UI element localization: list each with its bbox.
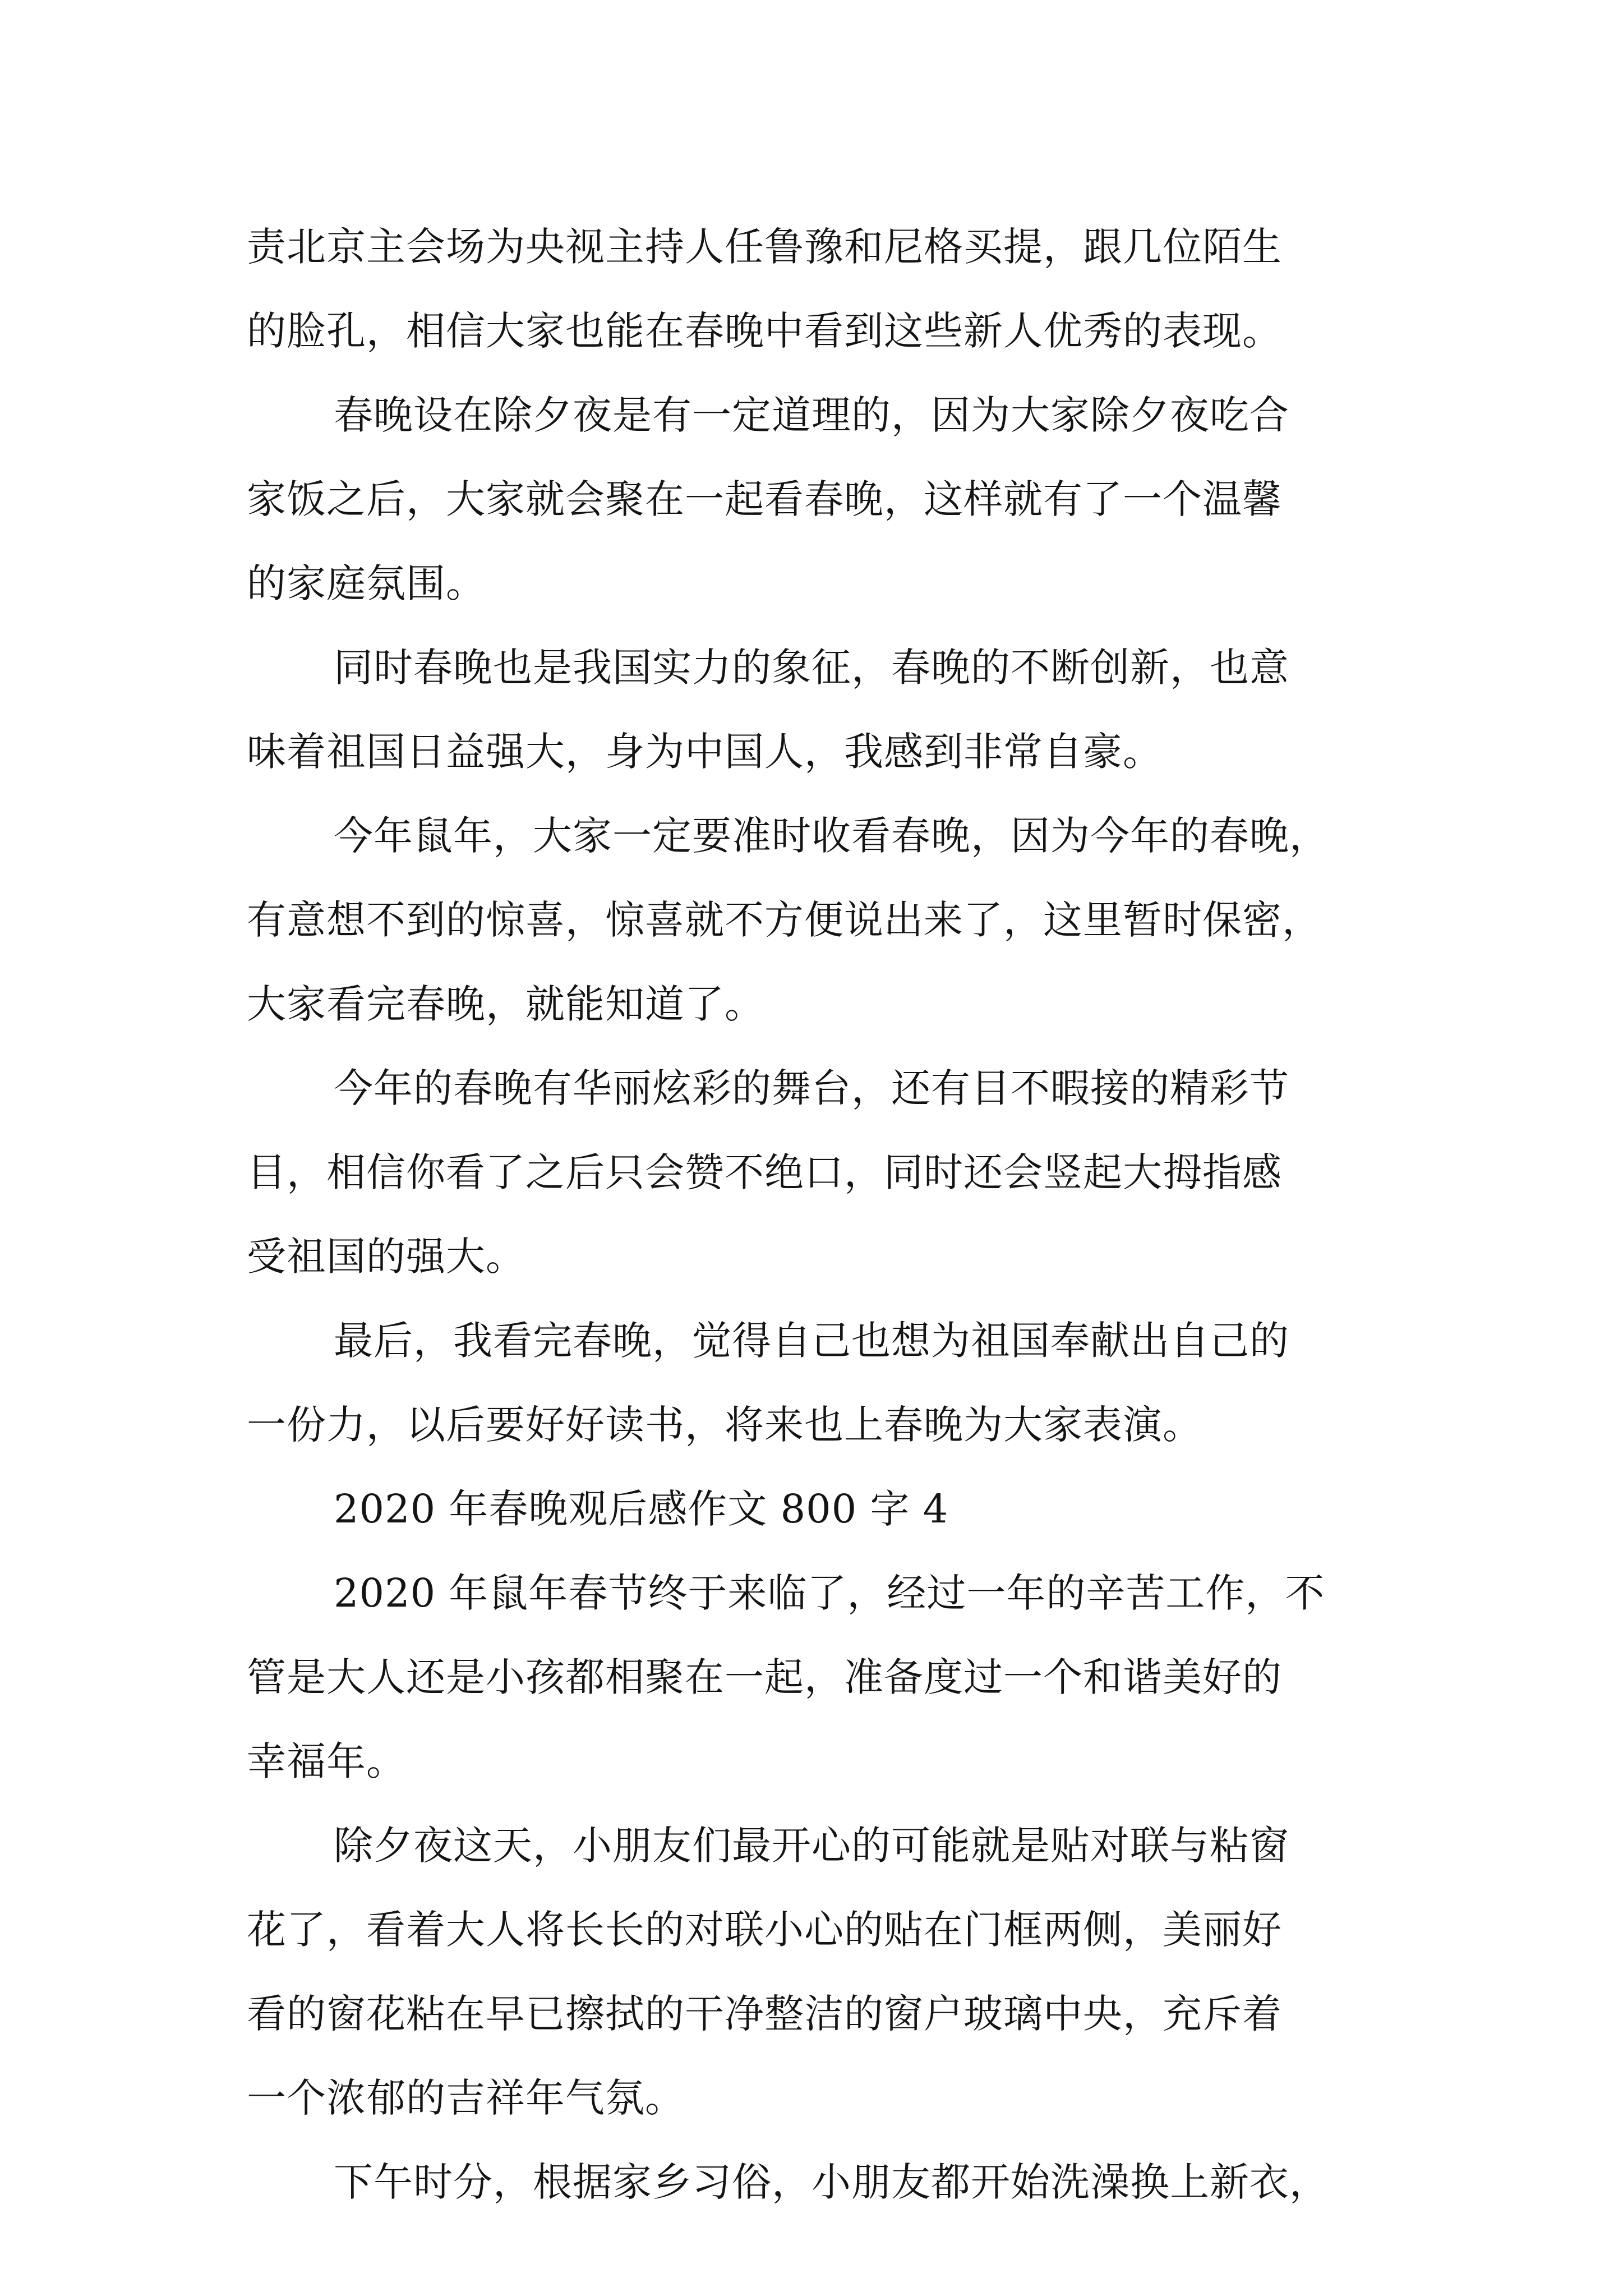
text-line: 的家庭氛围。	[247, 560, 486, 606]
text-line: 味着祖国日益强大，身为中国人，我感到非常自豪。	[247, 729, 1163, 775]
text-line: 受祖国的强大。	[247, 1234, 525, 1280]
text-line: 目，相信你看了之后只会赞不绝口，同时还会竖起大拇指感	[247, 1149, 1282, 1195]
paragraph-first-line: 同时春晚也是我国实力的象征，春晚的不断创新，也意	[334, 645, 1289, 691]
text-line: 的脸孔，相信大家也能在春晚中看到这些新人优秀的表现。	[247, 308, 1282, 354]
paragraph-first-line: 除夕夜这天，小朋友们最开心的可能就是贴对联与粘窗	[334, 1823, 1289, 1869]
paragraph-first-line: 2020 年鼠年春节终于来临了，经过一年的辛苦工作，不	[334, 1570, 1325, 1616]
paragraph-first-line: 最后，我看完春晚，觉得自己也想为祖国奉献出自己的	[334, 1318, 1289, 1364]
text-line: 管是大人还是小孩都相聚在一起，准备度过一个和谐美好的	[247, 1654, 1282, 1700]
text-line: 一个浓郁的吉祥年气氛。	[247, 2075, 685, 2121]
text-line: 大家看完春晚，就能知道了。	[247, 981, 764, 1027]
text-line: 家饭之后，大家就会聚在一起看春晚，这样就有了一个温馨	[247, 476, 1282, 522]
paragraph-first-line: 今年鼠年，大家一定要准时收看春晚，因为今年的春晚，	[334, 813, 1329, 859]
text-line: 责北京主会场为央视主持人任鲁豫和尼格买提，跟几位陌生	[247, 224, 1282, 270]
text-line: 一份力，以后要好好读书，将来也上春晚为大家表演。	[247, 1402, 1202, 1448]
text-line: 看的窗花粘在早已擦拭的干净整洁的窗户玻璃中央，充斥着	[247, 1991, 1282, 2037]
text-line: 幸福年。	[247, 1738, 406, 1784]
paragraph-first-line: 春晚设在除夕夜是有一定道理的，因为大家除夕夜吃合	[334, 392, 1289, 438]
text-line: 花了，看着大人将长长的对联小心的贴在门框两侧，美丽好	[247, 1907, 1282, 1953]
paragraph-first-line: 今年的春晚有华丽炫彩的舞台，还有目不暇接的精彩节	[334, 1065, 1289, 1111]
paragraph-first-line: 下午时分，根据家乡习俗，小朋友都开始洗澡换上新衣，	[334, 2159, 1329, 2205]
section-heading: 2020 年春晚观后感作文 800 字 4	[334, 1486, 949, 1532]
text-line: 有意想不到的惊喜，惊喜就不方便说出来了，这里暂时保密，	[247, 897, 1322, 943]
